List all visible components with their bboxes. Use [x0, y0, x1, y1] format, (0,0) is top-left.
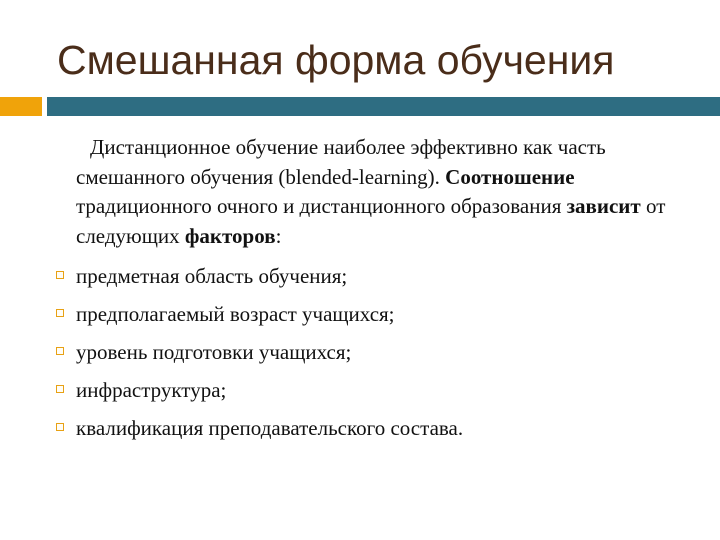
accent-bar: [0, 97, 42, 116]
list-item-text: инфраструктура;: [76, 378, 227, 402]
square-bullet-icon: [56, 271, 64, 279]
intro-text: :: [275, 223, 282, 248]
intro-text: традиционного очного и дистанционного образования: [76, 194, 567, 218]
list-item: [55, 409, 700, 447]
list-item: [55, 333, 700, 371]
slide-content: [55, 133, 700, 447]
title-divider-bar: [47, 97, 720, 116]
square-bullet-icon: [56, 385, 64, 393]
square-bullet-icon: [56, 309, 64, 317]
intro-bold-depends: зависит: [566, 194, 641, 218]
list-item-text: уровень подготовки учащихся;: [76, 340, 352, 364]
list-item: [55, 295, 700, 333]
square-bullet-icon: [56, 347, 64, 355]
factors-list: [55, 257, 700, 447]
intro-text: от следующих: [76, 194, 666, 248]
list-item-text: предметная область обучения;: [76, 264, 348, 288]
list-item-text: квалификация преподавательского состава.: [76, 416, 464, 440]
intro-text: Дистанционное обучение наиболее эффективно как часть смешанного обучения (blended-learning).: [76, 135, 606, 189]
list-item: [55, 257, 700, 295]
intro-bold-factors: факторов: [184, 223, 276, 248]
list-item-text: предполагаемый возраст учащихся;: [76, 302, 395, 326]
square-bullet-icon: [56, 423, 64, 431]
intro-bold-ratio: Соотношение: [445, 164, 575, 189]
list-item: [55, 371, 700, 409]
intro-paragraph: [55, 133, 700, 251]
slide-title: Смешанная форма обучения: [57, 37, 615, 83]
